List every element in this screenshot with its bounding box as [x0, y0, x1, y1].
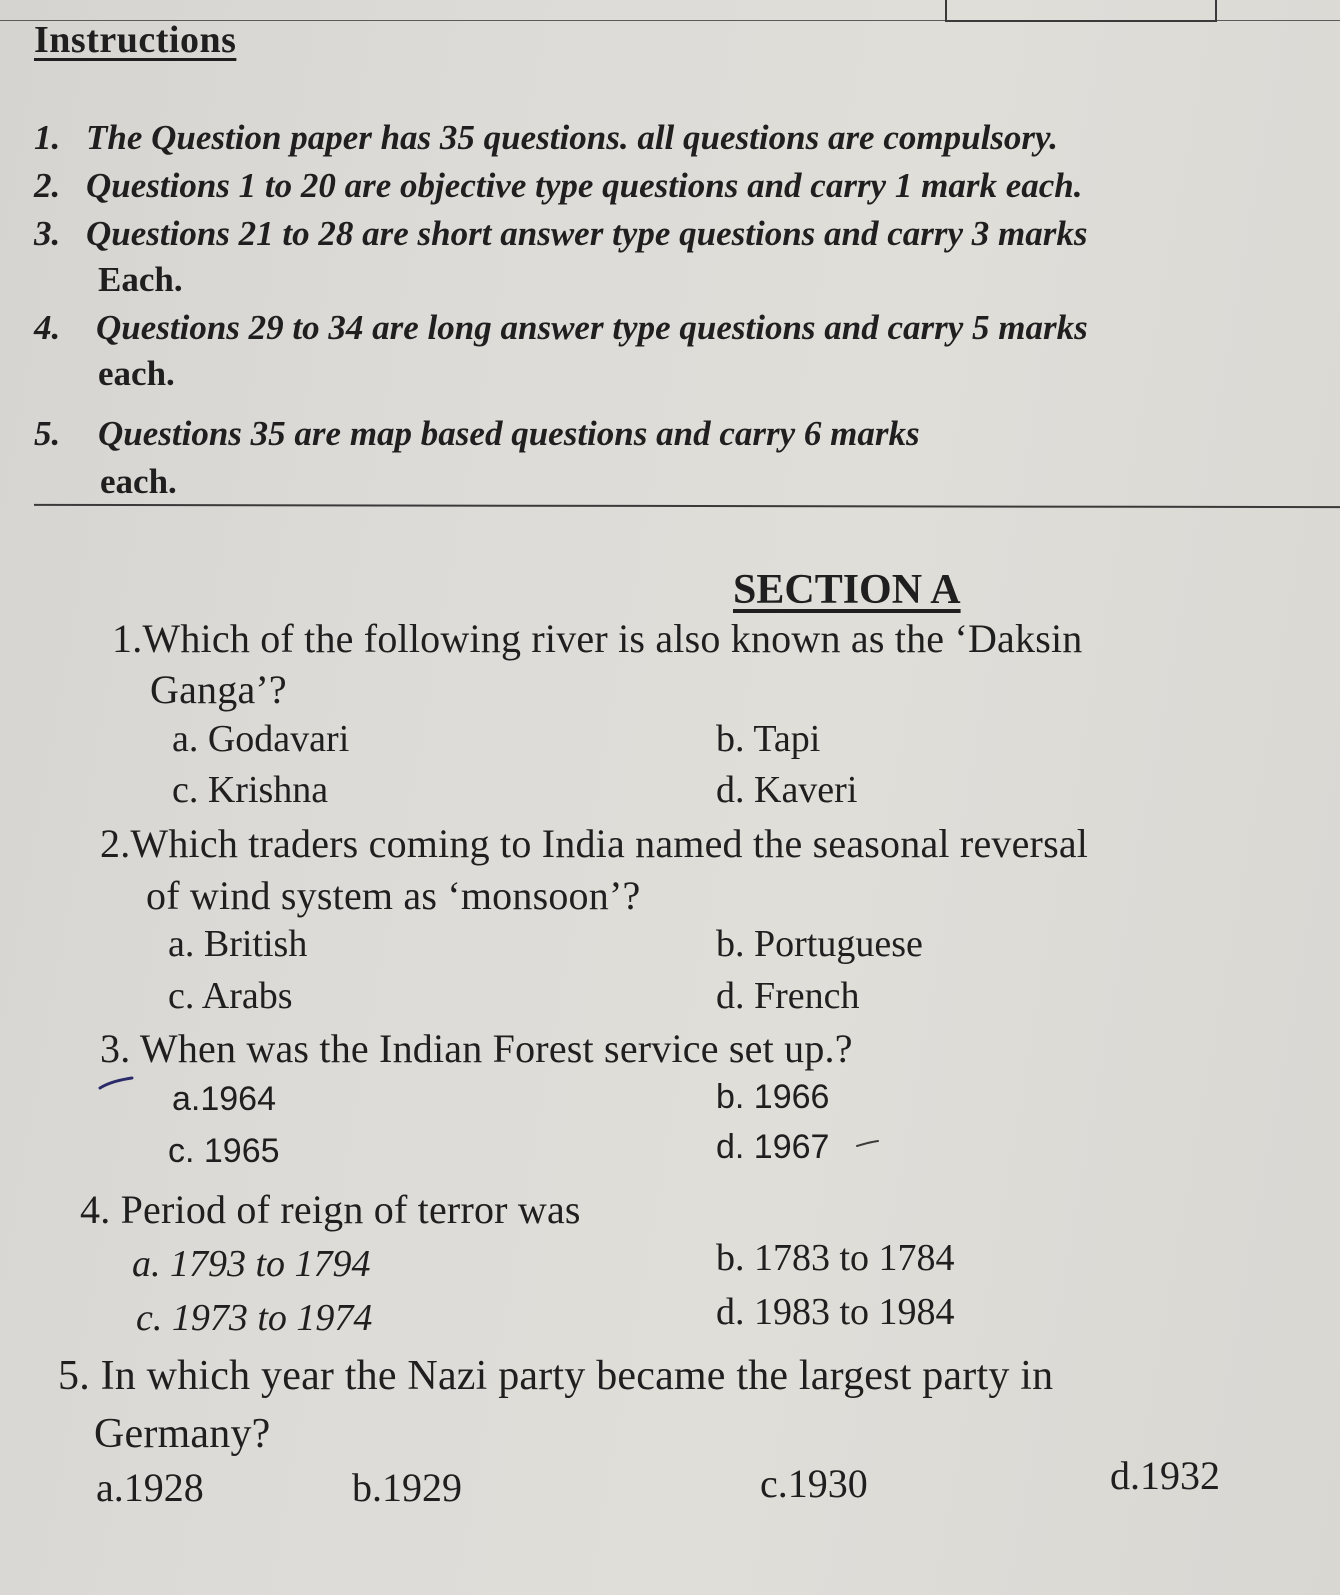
instruction-number: 1.	[34, 118, 61, 157]
question-3-text: 3. When was the Indian Forest service set up.?	[100, 1026, 853, 1071]
question-1-option-c: c. Krishna	[172, 769, 329, 811]
instruction-number: 2.	[34, 166, 61, 205]
instruction-number: 3.	[34, 214, 61, 253]
question-5-option-a: a.1928	[96, 1465, 204, 1510]
question-1-text-continued: Ganga’?	[150, 667, 287, 712]
question-5-option-b: b.1929	[352, 1465, 462, 1510]
section-title: SECTION A	[733, 567, 961, 613]
instruction-number: 5.	[34, 414, 61, 453]
instructions-title: Instructions	[34, 19, 237, 61]
question-2-text: 2.Which traders coming to India named the seasonal reversal	[100, 821, 1089, 866]
question-3-option-d: d. 1967	[716, 1128, 830, 1166]
question-4-option-b: b. 1783 to 1784	[716, 1237, 955, 1279]
question-2-option-c: c. Arabs	[168, 975, 293, 1017]
instruction-text: Questions 21 to 28 are short answer type questions and carry 3 marks	[86, 214, 1088, 253]
question-4-option-c: c. 1973 to 1974	[136, 1297, 373, 1339]
pen-tick-mark	[98, 1076, 134, 1090]
question-3-option-c: c. 1965	[168, 1132, 280, 1170]
question-2-text-continued: of wind system as ‘monsoon’?	[146, 873, 641, 918]
roll-number-box	[945, 0, 1217, 22]
question-2-option-b: b. Portuguese	[716, 923, 923, 965]
question-1-option-d: d. Kaveri	[716, 769, 858, 811]
question-5-option-c: c.1930	[760, 1461, 868, 1506]
question-5-option-d: d.1932	[1110, 1453, 1220, 1498]
instruction-item-4-continued: each.	[98, 354, 175, 393]
instruction-number: 4.	[34, 308, 61, 347]
instruction-text: Questions 35 are map based questions and carry 6 marks	[98, 414, 920, 453]
question-2-option-d: d. French	[716, 975, 860, 1017]
instructions-divider	[34, 504, 1340, 508]
question-4-text: 4. Period of reign of terror was	[80, 1187, 581, 1232]
question-3-option-a: a.1964	[172, 1080, 276, 1118]
question-2-option-a: a. British	[168, 923, 308, 965]
question-5-text-continued: Germany?	[94, 1411, 271, 1457]
instruction-text: Questions 29 to 34 are long answer type questions and carry 5 marks	[96, 308, 1088, 347]
question-1-text: 1.Which of the following river is also known as the ‘Daksin	[112, 616, 1083, 661]
question-4-option-a: a. 1793 to 1794	[132, 1243, 371, 1285]
instruction-item-3-continued: Each.	[98, 260, 183, 299]
instruction-text: The Question paper has 35 questions. all questions are compulsory.	[86, 118, 1059, 157]
question-1-option-b: b. Tapi	[716, 718, 821, 760]
question-4-option-d: d. 1983 to 1984	[716, 1291, 955, 1333]
pen-dash-mark	[856, 1138, 880, 1148]
instruction-text: Questions 1 to 20 are objective type questions and carry 1 mark each.	[86, 166, 1083, 205]
question-1-option-a: a. Godavari	[172, 718, 350, 760]
question-3-option-b: b. 1966	[716, 1078, 830, 1116]
instruction-item-5-continued: each.	[100, 462, 177, 501]
question-5-text: 5. In which year the Nazi party became the largest party in	[58, 1353, 1054, 1399]
